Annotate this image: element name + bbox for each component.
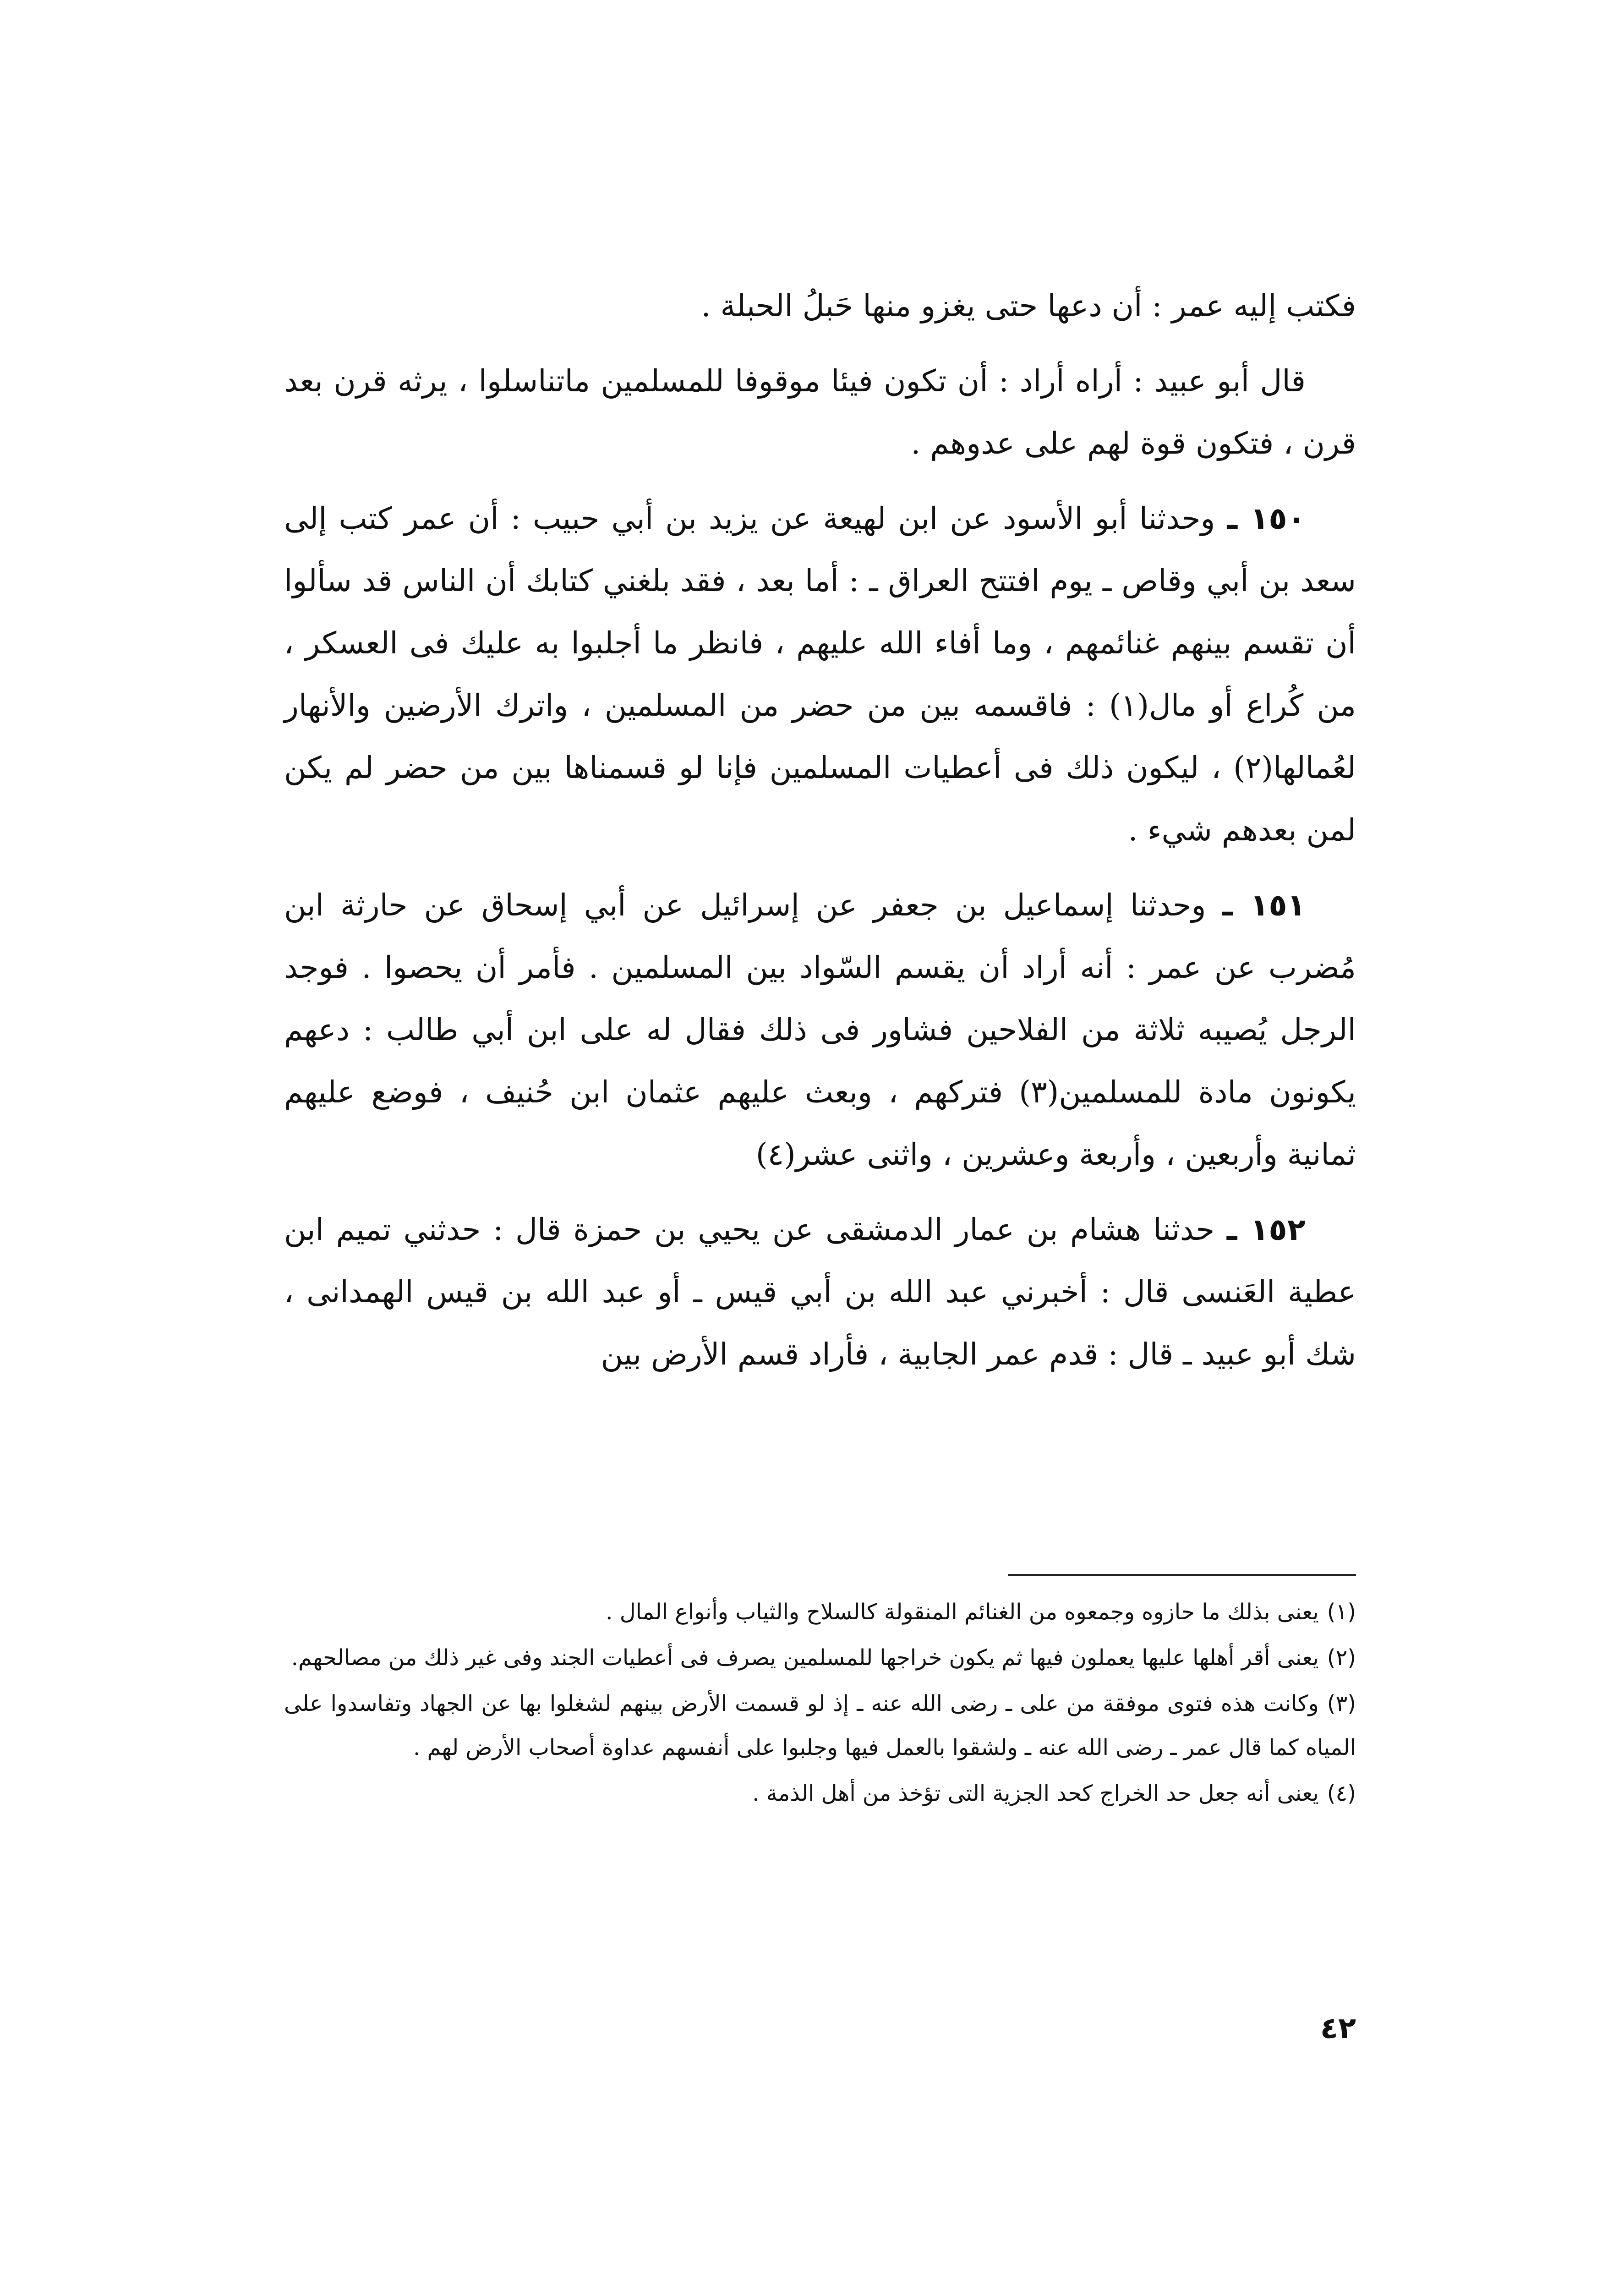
footnote-marker: (٤) [1327, 1781, 1356, 1806]
paragraph-text: حدثنا هشام بن عمار الدمشقى عن يحيي بن حمزة قال : حدثني تميم ابن عطية العَنسى قال : أخبرني عبد الله بن أبي قيس ـ أو عبد الله بن قيس الهمدانى ، شك أبو عبيد ـ قال : قدم عمر الجابية ، فأراد قسم الأرض بين [284, 1212, 1356, 1372]
footnote-text: يعنى أنه جعل حد الخراج كحد الجزية التى تؤخذ من أهل الذمة . [752, 1781, 1319, 1806]
paragraph-commentary: قال أبو عبيد : أراه أراد : أن تكون فيئا موقوفا للمسلمين ماتناسلوا ، يرثه قرن بعد قرن ، فتكون قوة لهم على عدوهم . [284, 363, 1356, 461]
footnote-marker: (٢) [1327, 1645, 1356, 1671]
footnotes [284, 1590, 1356, 1817]
footnote-text: وكانت هذه فتوى موفقة من على ـ رضى الله عنه ـ إذ لو قسمت الأرض بينهم لشغلوا بها عن الجهاد وتفاسدوا على المياه كما قال عمر ـ رضى الله عنه ـ ولشقوا بالعمل فيها وجلبوا على أنفسهم عداوة أصحاب الأرض لهم . [284, 1691, 1356, 1760]
paragraph-number: ١٥١ ـ [1222, 888, 1306, 923]
paragraph-150 [284, 488, 1356, 861]
main-text [284, 275, 1356, 1398]
footnote [284, 1682, 1356, 1770]
footnote-text: يعنى بذلك ما حازوه وجمعوه من الغنائم المنقولة كالسلاح والثياب وأنواع المال . [606, 1599, 1319, 1625]
footnote-marker: (٣) [1327, 1691, 1356, 1716]
footnote [284, 1590, 1356, 1634]
paragraph-number: ١٥٠ ـ [1227, 501, 1306, 536]
footnote-marker: (١) [1327, 1599, 1356, 1625]
paragraph-continuation: فكتب إليه عمر : أن دعها حتى يغزو منها حَبلُ الحبلة . [701, 288, 1356, 323]
footnote-divider [1008, 1574, 1356, 1576]
footnote-text: يعنى أقر أهلها عليها يعملون فيها ثم يكون خراجها للمسلمين يصرف فى أعطيات الجند وفى غير ذلك من مصالحهم. [291, 1645, 1319, 1671]
paragraph-text: وحدثنا أبو الأسود عن ابن لهيعة عن يزيد بن أبي حبيب : أن عمر كتب إلى سعد بن أبي وقاص ـ يوم افتتح العراق ـ : أما بعد ، فقد بلغني كتابك أن الناس قد سألوا أن تقسم بينهم غنائمهم ، وما أفاء الله عليهم ، فانظر ما أجلبوا به عليك فى العسكر ، من كُراع أو مال(١) : فاقسمه بين من حضر من المسلمين ، واترك الأرضين والأنهار لعُمالها(٢) ، ليكون ذلك فى أعطيات المسلمين فإنا لو قسمناها بين من حضر لم يكن لمن بعدهم شيء . [284, 501, 1356, 848]
page-number: ٤٢ [1320, 2011, 1356, 2045]
paragraph-text: وحدثنا إسماعيل بن جعفر عن إسرائيل عن أبي إسحاق عن حارثة ابن مُضرب عن عمر : أنه أراد أن يقسم السّواد بين المسلمين . فأمر أن يحصوا . فوجد الرجل يُصيبه ثلاثة من الفلاحين فشاور فى ذلك فقال له على ابن أبي طالب : دعهم يكونون مادة للمسلمين(٣) فتركهم ، وبعث عليهم عثمان ابن حُنيف ، فوضع عليهم ثمانية وأربعين ، وأربعة وعشرين ، واثنى عشر(٤) [284, 888, 1356, 1172]
paragraph-152 [284, 1199, 1356, 1386]
paragraph-151 [284, 874, 1356, 1186]
footnote [284, 1636, 1356, 1680]
paragraph-number: ١٥٢ ـ [1226, 1212, 1306, 1247]
footnote [284, 1771, 1356, 1815]
